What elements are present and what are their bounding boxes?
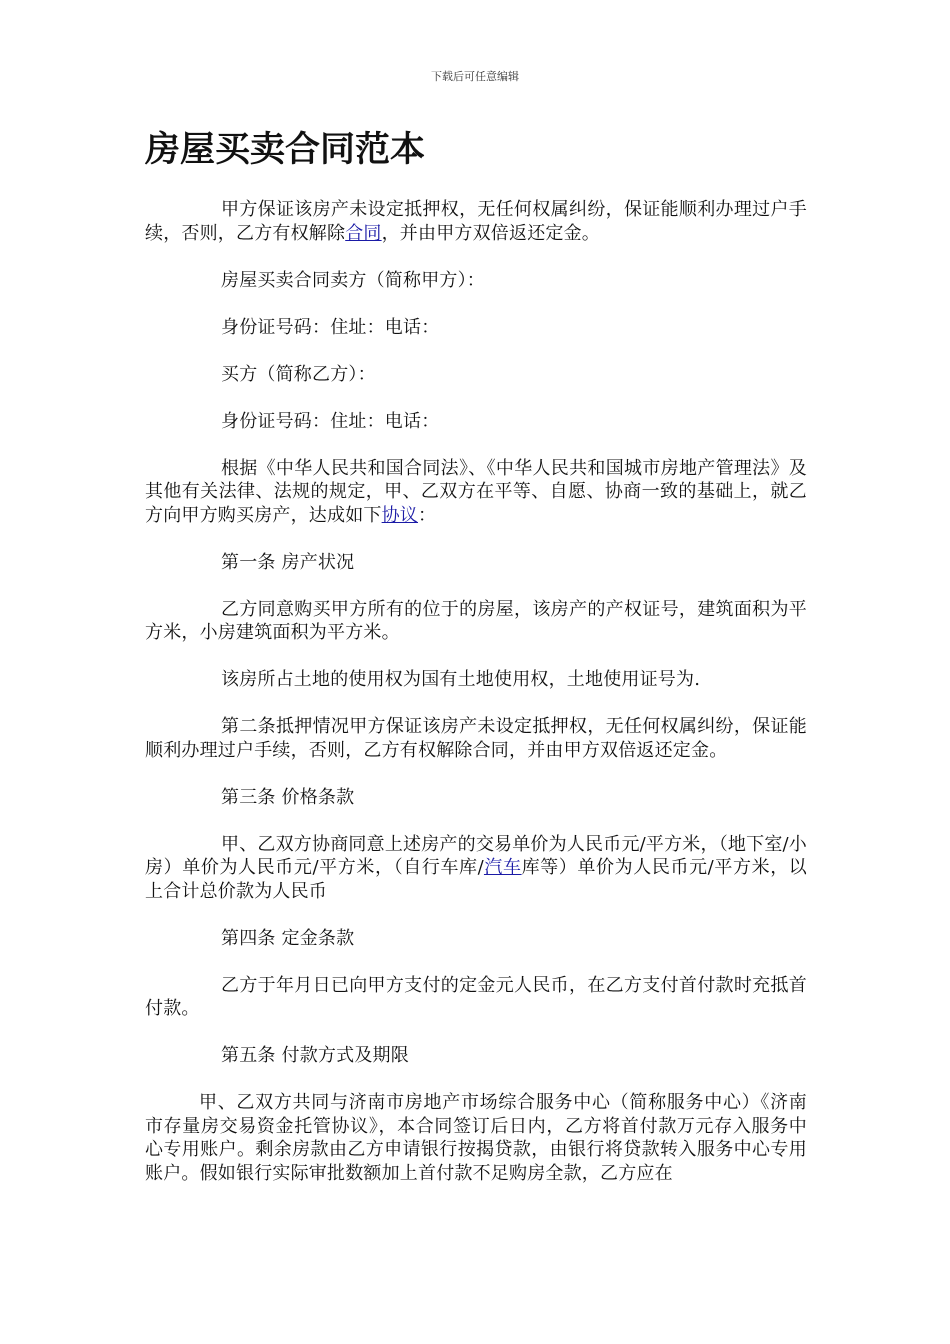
paragraph-seller: 房屋买卖合同卖方（简称甲方）：	[221, 269, 485, 291]
paragraph-seller-id: 身份证号码：住址：电话：	[221, 316, 440, 338]
paragraph-text: ：	[418, 504, 437, 526]
paragraph-buyer: 买方（简称乙方）：	[221, 363, 376, 385]
paragraph-text: ，并由甲方双倍返还定金。	[381, 222, 601, 244]
article-4-paragraph: 乙方于年月日已向甲方支付的定金元人民币，在乙方支付首付款时充抵首付款。	[145, 974, 807, 1019]
header-note: 下载后可任意编辑	[431, 70, 519, 83]
article-1-heading: 第一条 房产状况	[221, 551, 355, 573]
article-5-heading: 第五条 付款方式及期限	[221, 1045, 409, 1066]
article-5-paragraph: 甲、乙双方共同与济南市房地产市场综合服务中心（简称服务中心）《济南市存量房交易资金托管协议》，本合同签订后日内，乙方将首付款万元存入服务中心专用账户。剩余房款由乙方申请银行按揭贷款，由银行将贷款转入服务中心专用账户。假如银行实际审批数额加上首付款不足购房全款，乙方应在	[145, 1092, 807, 1184]
article-2-paragraph: 第二条抵押情况甲方保证该房产未设定抵押权，无任何权属纠纷，保证能顺利办理过户手续，否则，乙方有权解除合同，并由甲方双倍返还定金。	[145, 716, 807, 761]
paragraph-buyer-id: 身份证号码：住址：电话：	[221, 410, 440, 432]
agreement-link[interactable]: 协议	[381, 504, 419, 526]
car-link[interactable]: 汽车	[483, 857, 522, 878]
paragraph-text: 根据《中华人民共和国合同法》、《中华人民共和国城市房地产管理法》及其他有关法律、法规的规定，甲、乙双方在平等、自愿、协商一致的基础上，就乙方向甲方购买房产，达成如下	[145, 457, 807, 526]
article-1-paragraph-2: 该房所占土地的使用权为国有土地使用权，土地使用证号为.	[221, 669, 701, 690]
article-3-heading: 第三条 价格条款	[221, 786, 355, 808]
paragraph-text: 库等）单价为人民币元/平方米，以上合计总价款为人民币	[145, 857, 807, 902]
paragraph-legal-basis	[145, 457, 807, 528]
contract-link[interactable]: 合同	[345, 222, 382, 244]
paragraph-guarantee	[145, 198, 807, 245]
document-body	[145, 198, 807, 1185]
article-4-heading: 第四条 定金条款	[221, 927, 355, 949]
document-title: 房屋买卖合同范本	[145, 129, 426, 170]
paragraph-text: 甲方保证该房产未设定抵押权，无任何权属纠纷，保证能顺利办理过户手续，否则，乙方有权解除	[145, 199, 807, 244]
article-3-paragraph	[145, 833, 807, 904]
paragraph-text: 甲、乙双方协商同意上述房产的交易单价为人民币元/平方米，（地下室/小房）单价为人民币元/平方米，（自行车库/	[145, 833, 807, 878]
article-1-paragraph-1: 乙方同意购买甲方所有的位于的房屋，该房产的产权证号，建筑面积为平方米，小房建筑面积为平方米。	[145, 598, 807, 643]
